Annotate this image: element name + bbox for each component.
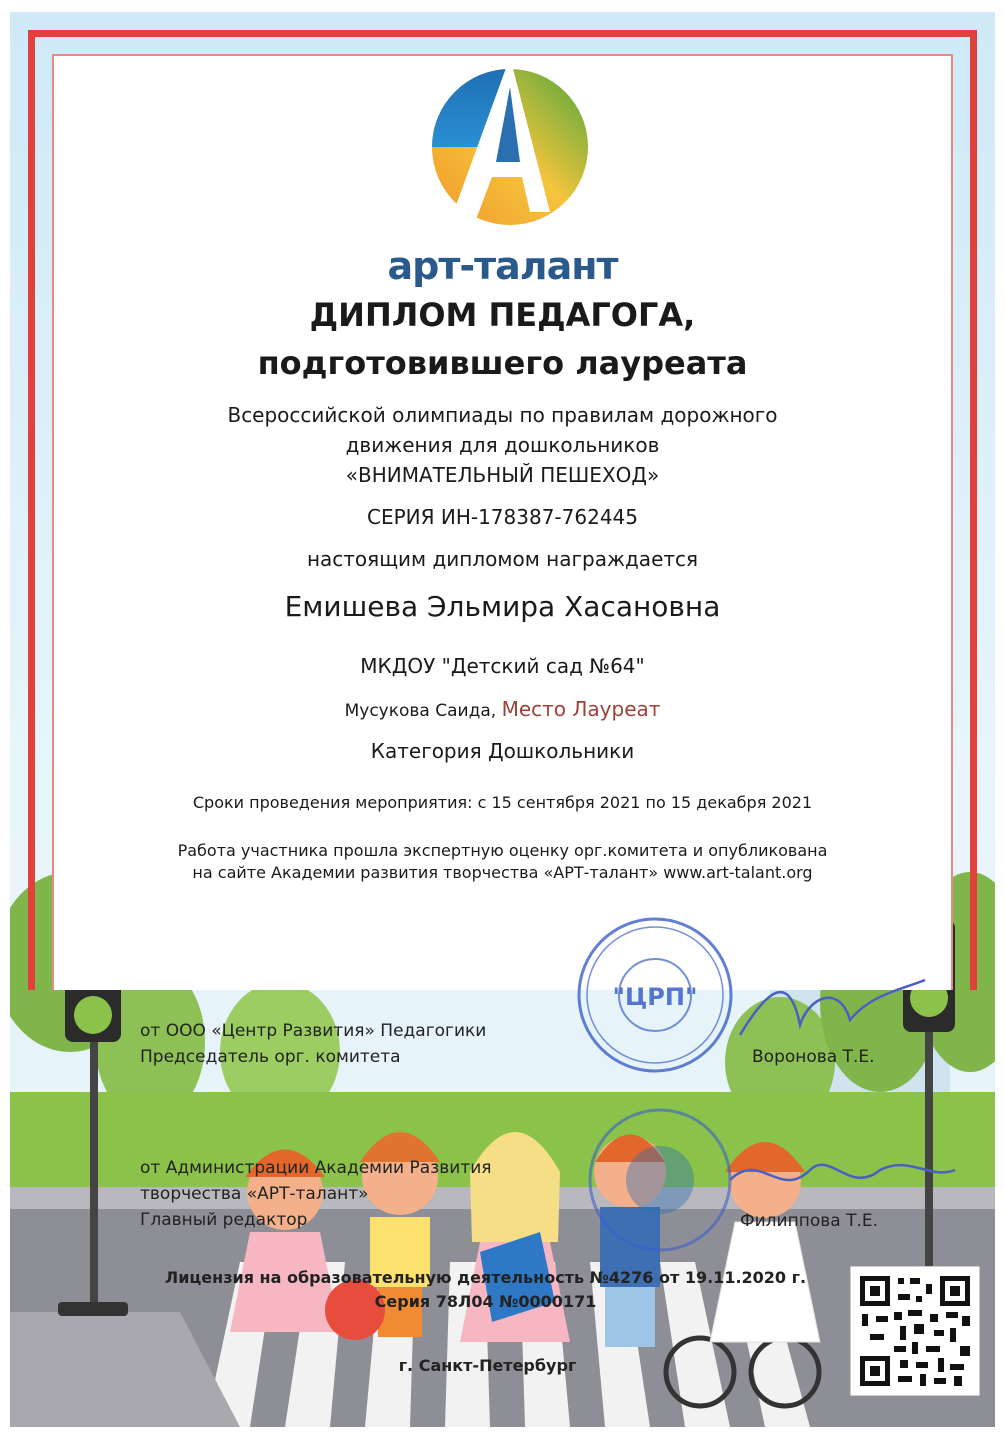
category: Категория Дошкольники — [370, 739, 635, 763]
event-line-3: «ВНИМАТЕЛЬНЫЙ ПЕШЕХОД» — [345, 463, 660, 487]
event-line-1: Всероссийской олимпиады по правилам дорожного — [227, 403, 778, 427]
signature-voronova-icon — [730, 965, 930, 1055]
diploma-subtitle: подготовившего лауреата — [257, 344, 748, 382]
sig1-line-2: Председатель орг. комитета — [140, 1047, 401, 1067]
stamp-text: "ЦРП" — [612, 983, 698, 1011]
crp-stamp-icon — [575, 915, 735, 1075]
art-talant-logo-icon — [430, 52, 590, 232]
series-number: СЕРИЯ ИН-178387-762445 — [366, 505, 638, 529]
note-line-2: на сайте Академии развития творчества «АРТ-талант» www.art-talant.org — [192, 863, 813, 882]
publication-note — [0, 840, 1005, 884]
license-info — [0, 1266, 988, 1314]
student-name: Мусукова Саида, — [344, 701, 497, 721]
place-award: Место Лауреат — [501, 697, 661, 721]
recipient-name: Емишева Эльмира Хасановна — [284, 590, 721, 623]
sig2-name: Филиппова Т.Е. — [740, 1211, 879, 1231]
sig1-line-1: от ООО «Центр Развития» Педагогики — [140, 1021, 487, 1041]
diploma-title: ДИПЛОМ ПЕДАГОГА, — [309, 296, 696, 334]
qr-code-icon[interactable] — [850, 1266, 980, 1396]
sig1-name: Воронова Т.Е. — [752, 1047, 875, 1067]
event-description — [0, 400, 1005, 490]
sig2-line-3: Главный редактор — [140, 1210, 308, 1230]
signature-filippova-icon — [720, 1140, 960, 1210]
sig2-line-2: творчества «АРТ-талант» — [140, 1184, 369, 1204]
awarded-text: настоящим дипломом награждается — [306, 547, 699, 571]
student-line — [0, 697, 1005, 721]
event-dates: Сроки проведения мероприятия: с 15 сентября 2021 по 15 декабря 2021 — [192, 793, 813, 812]
academy-stamp-icon — [585, 1105, 735, 1255]
logo-text: арт-талант — [387, 244, 618, 288]
signature-block-2 — [140, 1155, 491, 1233]
license-line-2: Серия 78Л04 №0000171 — [374, 1292, 597, 1311]
event-line-2: движения для дошкольников — [345, 433, 660, 457]
organization: МКДОУ "Детский сад №64" — [360, 654, 645, 678]
license-line-1: Лицензия на образовательную деятельность №4276 от 19.11.2020 г. — [164, 1268, 807, 1287]
signature-block-1 — [140, 1018, 486, 1070]
sig2-line-1: от Администрации Академии Развития — [140, 1158, 492, 1178]
note-line-1: Работа участника прошла экспертную оценку орг.комитета и опубликована — [177, 841, 828, 860]
city: г. Санкт-Петербург — [398, 1356, 577, 1375]
